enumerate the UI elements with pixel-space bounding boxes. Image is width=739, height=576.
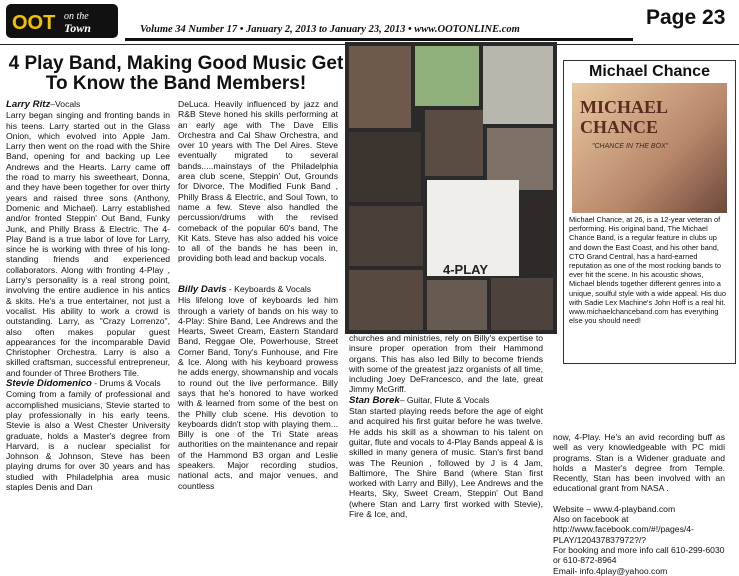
bio-larry: Larry began singing and fronting bands in his teens. Larry started out in the Glass Onion, which evolved into Apple Jam. Larry then went on the road with the Shire Band, opening for and backing up Lee Andrews and the Hearts. Larry came off the road to marry his sweetheart, Donna, and they have been together for over thirty years and raised three sons (Anthony, Domenic and Michael). Larry established and/or fronted Steppin' Out Band, Funky Junk, and Philly Brass & Electric. The 4-Play Band is a true labor of love for Larry, since he is working with three of his long-standing friends and experienced collaborators. Along with fronting 4-Play , Larry's personality is a real strong point, involving the entire audience in his antics & skits. He's a true entertainer, not just a vocalist. His ability to work a crowd is outstanding. Larry, as "Crazy Lorrenzo", also often makes popular guest appearances for the incomparable David Christopher Orchestra. Larry is also a skilled craftsman, successful entrepreneur, and founder of Three Brothers Tile.: [6, 110, 170, 378]
album-title-line1: MICHAEL: [580, 97, 669, 117]
article-headline: 4 Play Band, Making Good Music Get To Know the Band Members!: [8, 53, 344, 94]
bio-billy-cont: churches and ministries, rely on Billy's expertise to insure proper operation from their Hammond organs. This has also led Billy to become friends with some of the greatest jazz organists of all time, including Joey DeFrancesco, and the late, great Jimmy McGriff.: [349, 333, 543, 395]
bio-stan-cont: now, 4-Play. He's an avid recording buff as well as very knowledgeable with PC midi programs. Stan is a Widener graduate and holds a Master's degree from Temple. Recently, Stan has been involved with an educational grant from NASA .: [553, 432, 725, 494]
member-role-stevie: - Drums & Vocals: [91, 378, 161, 389]
svg-text:OOT: OOT: [12, 12, 56, 34]
album-cover-image: [572, 83, 727, 213]
album-title-line2: CHANCE: [580, 117, 659, 137]
bio-billy: His lifelong love of keyboards led him through a variety of bands on his way to 4-Play: Shire Band, Lee Andrews and the Hearts, Sweet Cream, Eastern Standard Band, Reggae Ole, Powerhouse, Street Corner Band, Tony's Funhouse, and Fire & Ice. Along with his keyboard prowess he adds energy, showmanship and vocals to round out the live performance. Billy says that he's honored to have worked with & learned from some of the best on the Philly club scene. His devotion to keyboards didn't stop with playing them... Billy is one of the Tri State areas authorities on the maintenance and repair of the Hammond B3 organ and Leslie speakers. Major recording studios, national acts, and major venues, and countless: [178, 295, 338, 491]
member-name-stan: Stan Borek: [349, 394, 400, 406]
article-column-2b: [178, 284, 338, 491]
collage-photos: [345, 42, 557, 334]
sidebar-bio: Michael Chance, at 26, is a 12-year veteran of performing. His original band, The Michael Chance Band, is a regular feature in clubs up and down the East Coast, and his other band, CTO Grand Central, has a hard-earned reputation as one of the most rocking bands to ever hit the scene. In his acoustic shows, Michael blends together different genres into a unique, soulful style with a wide appeal. His duo with Sadie Lex Machine's John Hoff is a real hit. www.michaelchanceband.com has everything else you should need!: [569, 215, 726, 326]
member-role-larry: –Vocals: [50, 99, 81, 109]
contact-email[interactable]: Email- info.4play@yahoo.com: [553, 565, 668, 576]
member-name-stevie: Stevie Didomenico: [6, 378, 92, 390]
album-subtitle: "CHANCE IN THE BOX": [592, 143, 669, 150]
issue-line: Volume 34 Number 17 • January 2, 2013 to January 23, 2013 • www.OOTONLINE.com: [140, 24, 520, 35]
article-column-4: [553, 432, 725, 576]
article-column-1: [6, 99, 170, 492]
article-column-3: [349, 333, 543, 519]
member-role-stan: – Guitar, Flute & Vocals: [399, 394, 490, 405]
contact-booking: For booking and more info call 610-299-6030 or 610-872-8964: [553, 544, 725, 566]
member-name-billy: Billy Davis: [178, 284, 227, 295]
michael-chance-sidebar: [563, 60, 736, 364]
sidebar-title: Michael Chance: [589, 63, 710, 80]
oot-logo: [6, 4, 118, 38]
contact-website[interactable]: Website – www.4-playband.com: [553, 503, 676, 514]
album-title: [580, 97, 668, 137]
page-number: Page 23: [646, 6, 726, 29]
contact-facebook[interactable]: Also on facebook at http://www.facebook.com/#!/pages/4-PLAY/120437837972?/?: [553, 514, 694, 545]
bio-stevie: Coming from a family of professional and accomplished musicians, Stevie started to play professionally in his early teens. Stevie is also a West Chester University graduate, holds a Master's degree from Harvard, is a nuclear specialist for Johnson & Johnson, Steve has been playing drums for over 30 years and has studied with Philadelphia area music staples Denis and Dan: [6, 389, 170, 492]
bio-stan: Stan started playing reeds before the age of eight and acquired his first guitar before he was twelve. He adds his skill as a showman to his talent on guitar, flute and vocals to 4-Play Bands appeal & is skilled in many genera of music. Stan's first band was The Reunion , followed by J is 4 Jam, Baltimore, The Shire Band (where Stan first worked with Larry and Billy), Lee Andrews and the Hearts, Sky, Sweet Cream, Steppin' Out Band (where Stan and Larry first worked with Stevie), Fire & Ice, and,: [349, 406, 543, 520]
band-photo-collage: [345, 42, 557, 334]
svg-text:on the: on the: [64, 11, 89, 22]
collage-sign-text: 4-PLAY: [443, 262, 489, 277]
member-role-billy: - Keyboards & Vocals: [226, 284, 312, 294]
bio-stevie-cont: DeLuca. Heavily influenced by jazz and R&B Steve honed his skills performing at an early age with The Dave Ellis Orchestra and Cal Shaw Orchestra, and over 10 years with The Del Aires. Steve eventually migrated to several bands.....mainstays of the Philadelphia area club scene, Steppin' Out, Grounds for Divorce, The Modified Funk Band , Philly Brass & Electric, and Soul Town, to name a few. Steve also handled the percussion/drums with the revised comeback of the popular 60's band, The Kit Kats. Steve has also added his voice to all of the bands he has been in, providing both lead and backup vocals.: [178, 99, 338, 264]
header-rule: [125, 38, 633, 41]
member-name-larry: Larry Ritz: [6, 99, 51, 110]
article-column-2: [178, 99, 338, 264]
svg-text:Town: Town: [64, 21, 91, 35]
